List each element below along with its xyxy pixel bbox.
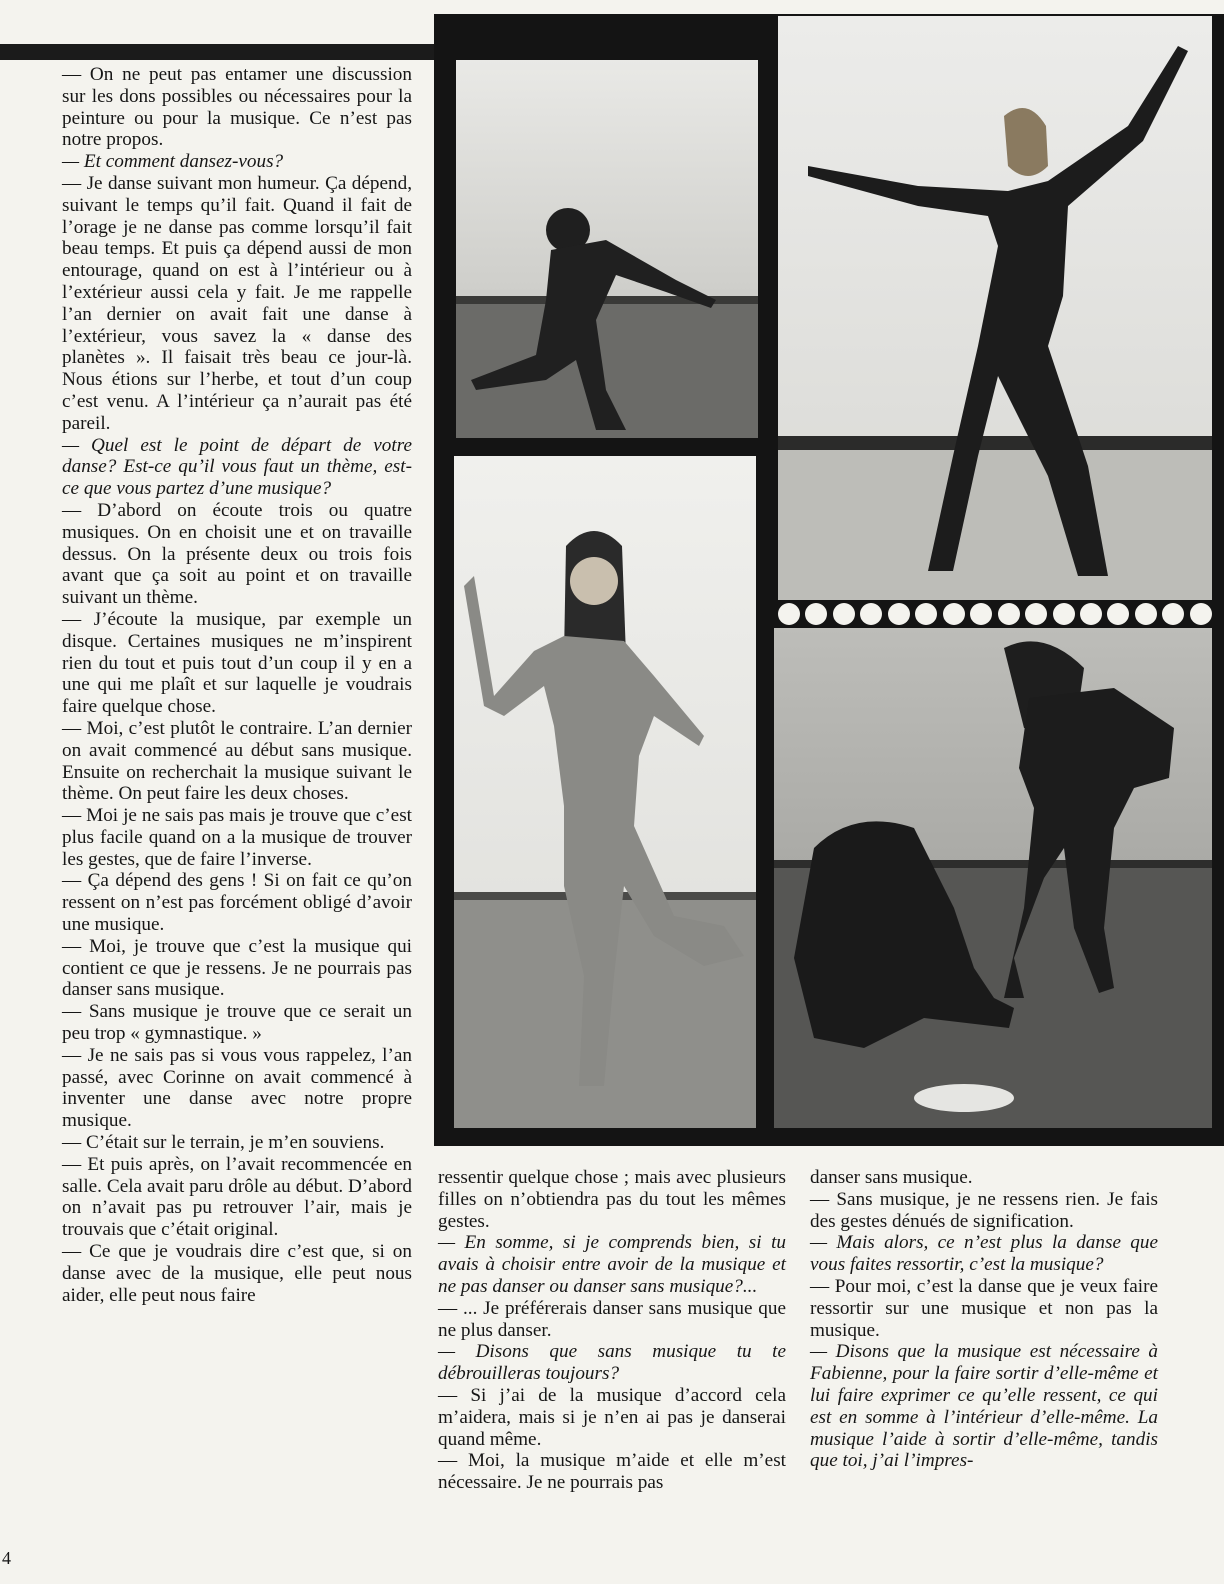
page-number: 4 (2, 1548, 11, 1568)
answer-paragraph: — D’abord on écoute trois ou quatre musiques. On en choisit une et on travaille dessus. On la présente deux ou trois fois avant que ça soit au point et on travaille suivant un thème. (62, 499, 412, 609)
film-perforations (778, 603, 1212, 625)
dancer-arms-extended-photo (778, 16, 1212, 600)
answer-paragraph: — Sans musique je trouve que ce serait un peu trop « gymnastique. » (62, 1001, 412, 1045)
question-paragraph: — Quel est le point de départ de votre danse? Est-ce qu’il vous faut un thème, est-ce que vous partez d’une musique? (62, 434, 412, 500)
answer-paragraph: — Moi, la musique m’aide et elle m’est nécessaire. Je ne pourrais pas (438, 1450, 786, 1494)
answer-paragraph: — Ça dépend des gens ! Si on fait ce qu’on ressent on n’est pas forcément obligé d’avoir une musique. (62, 870, 412, 936)
answer-paragraph: — Si j’ai de la musique d’accord cela m’aidera, mais si je n’en ai pas je danserai quand même. (438, 1384, 786, 1450)
answer-paragraph: — Je danse suivant mon humeur. Ça dépend, suivant le temps qu’il fait. Quand il fait de l’orage je ne danse pas comme lorsqu’il fait beau temps. Et puis ça dépend aussi de mon entourage, quand on est à l’intérieur ou à l’extérieur aussi cela y fait. Je me rappelle l’an dernier on avait fait une danse à l’extérieur, vous savez la « danse des planètes ». Il faisait très beau ce jour-là. Nous étions sur l’herbe, et tout d’un coup c’est venu. A l’intérieur ça n’aurait pas été pareil. (62, 172, 412, 434)
top-rule (0, 44, 442, 60)
dancer-kicking-photo (454, 456, 756, 1128)
question-paragraph: — Mais alors, ce n’est plus la danse que vous faites ressortir, c’est la musique? (810, 1232, 1158, 1276)
answer-paragraph: ressentir quelque chose ; mais avec plusieurs filles on n’obtiendra pas du tout les mêmes gestes. (438, 1167, 786, 1232)
answer-paragraph: — Sans musique, je ne ressens rien. Je fais des gestes dénués de signification. (810, 1188, 1158, 1232)
answer-paragraph: danser sans musique. (810, 1167, 973, 1188)
answer-paragraph: — Moi, je trouve que c’est la musique qui contient ce que je ressens. Je ne pourrais pas danser sans musique. (62, 935, 412, 1001)
article-column-2 (438, 1167, 786, 1494)
answer-paragraph: — J’écoute la musique, par exemple un disque. Certaines musiques ne m’inspirent rien du tout et puis tout d’un coup il y en a une qui me plaît et sur laquelle je voudrais faire quelque chose. (62, 608, 412, 718)
answer-paragraph: — C’était sur le terrain, je m’en souviens. (62, 1132, 385, 1154)
answer-paragraph: — Et puis après, on l’avait recommencée en salle. Cela avait paru drôle au début. D’abord on n’avait pas pu retrouver l’air, mais je trouvais que c’était original. (62, 1153, 412, 1241)
two-dancers-floor-photo (774, 628, 1212, 1128)
article-column-1 (62, 64, 412, 1306)
answer-paragraph: — Moi je ne sais pas mais je trouve que c’est plus facile quand on a la musique de trouver les gestes, que de faire l’inverse. (62, 805, 412, 870)
dancer-crouching-photo (456, 60, 758, 438)
question-paragraph: — Et comment dansez-vous? (62, 151, 284, 173)
answer-paragraph: — ... Je préférerais danser sans musique que ne plus danser. (438, 1297, 786, 1341)
answer-paragraph: — Je ne sais pas si vous vous rappelez, l’an passé, avec Corinne on avait commencé à inventer une danse avec notre propre musique. (62, 1044, 412, 1132)
article-column-3 (810, 1167, 1158, 1472)
answer-paragraph: — Moi, c’est plutôt le contraire. L’an dernier on avait commencé au début sans musique. Ensuite on recherchait la musique suivant le thème. On peut faire les deux choses. (62, 717, 412, 805)
answer-paragraph: — Pour moi, c’est la danse que je veux faire ressortir sur une musique et non pas la musique. (810, 1275, 1158, 1341)
question-paragraph: — En somme, si je comprends bien, si tu avais à choisir entre avoir de la musique et ne pas danser ou danser sans musique?... (438, 1232, 786, 1297)
question-paragraph: — Disons que sans musique tu te débrouilleras toujours? (438, 1341, 786, 1385)
answer-paragraph: — Ce que je voudrais dire c’est que, si on danse avec de la musique, elle peut nous aider, elle peut nous faire (62, 1241, 412, 1306)
question-paragraph: — Disons que la musique est nécessaire à Fabienne, pour la faire sortir d’elle-même et lui faire exprimer ce qu’elle ressent, ce qui est en somme à l’intérieur d’elle-même. La musique l’aide à sortir d’elle-même, tandis que toi, j’ai l’impres- (810, 1341, 1158, 1472)
answer-paragraph: — On ne peut pas entamer une discussion sur les dons possibles ou nécessaires pour la peinture ou pour la musique. Ce n’est pas notre propos. (62, 64, 412, 151)
